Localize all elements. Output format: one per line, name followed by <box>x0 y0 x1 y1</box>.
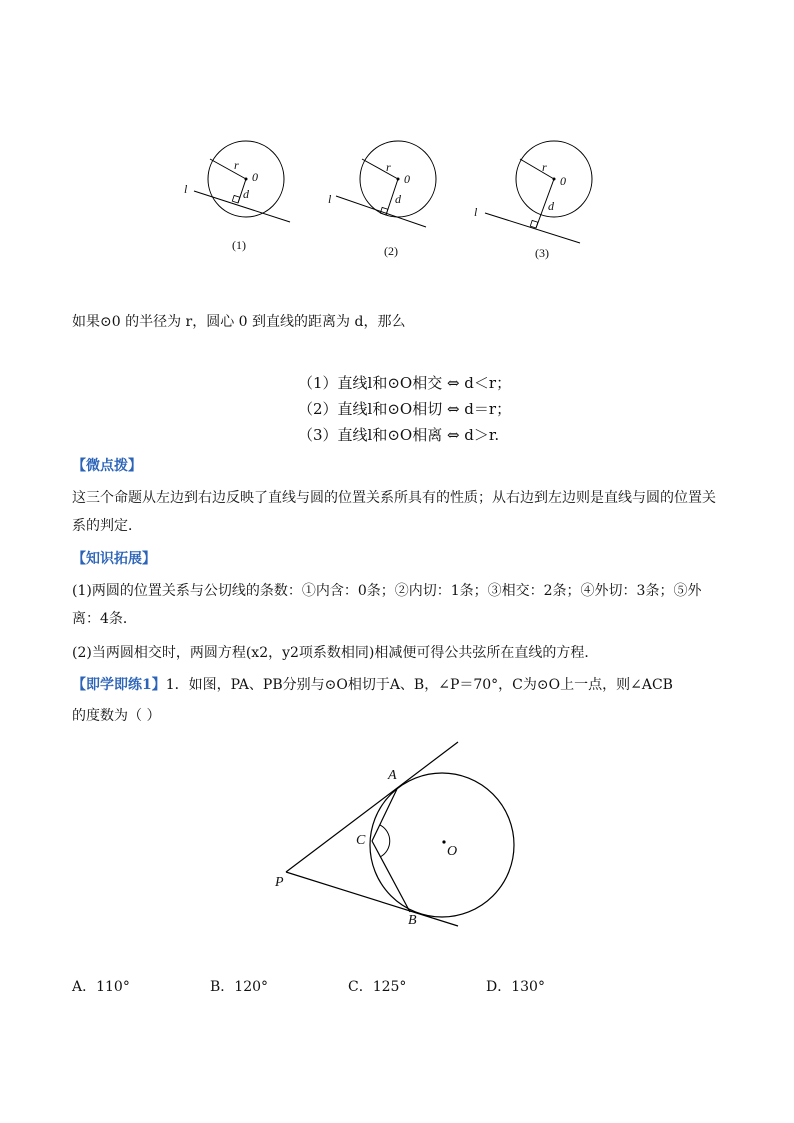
fig3-label-l: l <box>474 205 478 219</box>
point-c-label: C <box>356 833 366 848</box>
fig2-caption: (2) <box>384 244 398 258</box>
figure-separate <box>485 141 592 243</box>
relation-3: （3）直线l和⊙O相离 ⇔ d＞r. <box>298 426 500 444</box>
fig1-label-o: 0 <box>252 170 258 184</box>
fig2-label-l: l <box>328 192 332 206</box>
fig1-label-d: d <box>243 187 249 201</box>
fig3-caption: (3) <box>535 246 549 260</box>
fig2-label-r: r <box>386 160 391 174</box>
fig2-label-o: 0 <box>404 172 410 186</box>
fig1-label-r: r <box>234 158 239 172</box>
fig3-label-o: 0 <box>560 174 566 188</box>
tip-line-1: 这三个命题从左边到右边反映了直线与圆的位置关系所具有的性质；从右边到左边则是直线与圆的位置关 <box>72 490 716 506</box>
ext-header: 【知识拓展】 <box>72 551 156 567</box>
ext-line-3: (2)当两圆相交时，两圆方程(x2，y2项系数相同)相减便可得公共弦所在直线的方程． <box>72 645 599 661</box>
option-a[interactable]: A．110° <box>72 979 130 995</box>
fig1-caption: (1) <box>232 238 246 252</box>
relation-1: （1）直线l和⊙O相交 ⇔ d＜r； <box>298 374 512 392</box>
point-o-label: O <box>447 844 458 859</box>
practice-question-line2: 的度数为（ ） <box>72 708 161 724</box>
ext-line-1: (1)两圆的位置关系与公切线的条数：①内含：0条；②内切：1条；③相交：2条；④外切：3条；⑤外 <box>72 583 702 599</box>
ext-line-2: 离：4条． <box>72 611 137 627</box>
option-c[interactable]: C．125° <box>348 979 407 995</box>
tip-line-2: 系的判定． <box>72 518 142 534</box>
option-b[interactable]: B．120° <box>210 979 269 995</box>
practice-question <box>72 675 673 695</box>
fig3-label-r: r <box>542 160 547 174</box>
tangent-figure <box>270 735 530 935</box>
fig3-label-d: d <box>548 199 554 213</box>
fig2-label-d: d <box>395 192 401 206</box>
figure-intersect <box>194 141 290 222</box>
tip-header: 【微点拨】 <box>72 458 142 474</box>
fig1-label-l: l <box>184 182 188 196</box>
intro-text: 如果⊙0 的半径为 r，圆心 0 到直线的距离为 d，那么 <box>72 314 406 330</box>
option-d[interactable]: D．130° <box>486 979 545 995</box>
figure-tangent <box>336 141 436 227</box>
point-b-label: B <box>408 913 417 928</box>
point-p-label: P <box>275 875 284 890</box>
practice-header: 【即学即练1】 <box>72 677 166 693</box>
practice-question-line1: 1．如图，PA、PB分别与⊙O相切于A、B，∠P＝70°，C为⊙O上一点，则∠ACB <box>165 677 673 693</box>
point-a-label: A <box>388 768 397 783</box>
relation-2: （2）直线l和⊙O相切 ⇔ d＝r； <box>298 400 512 418</box>
